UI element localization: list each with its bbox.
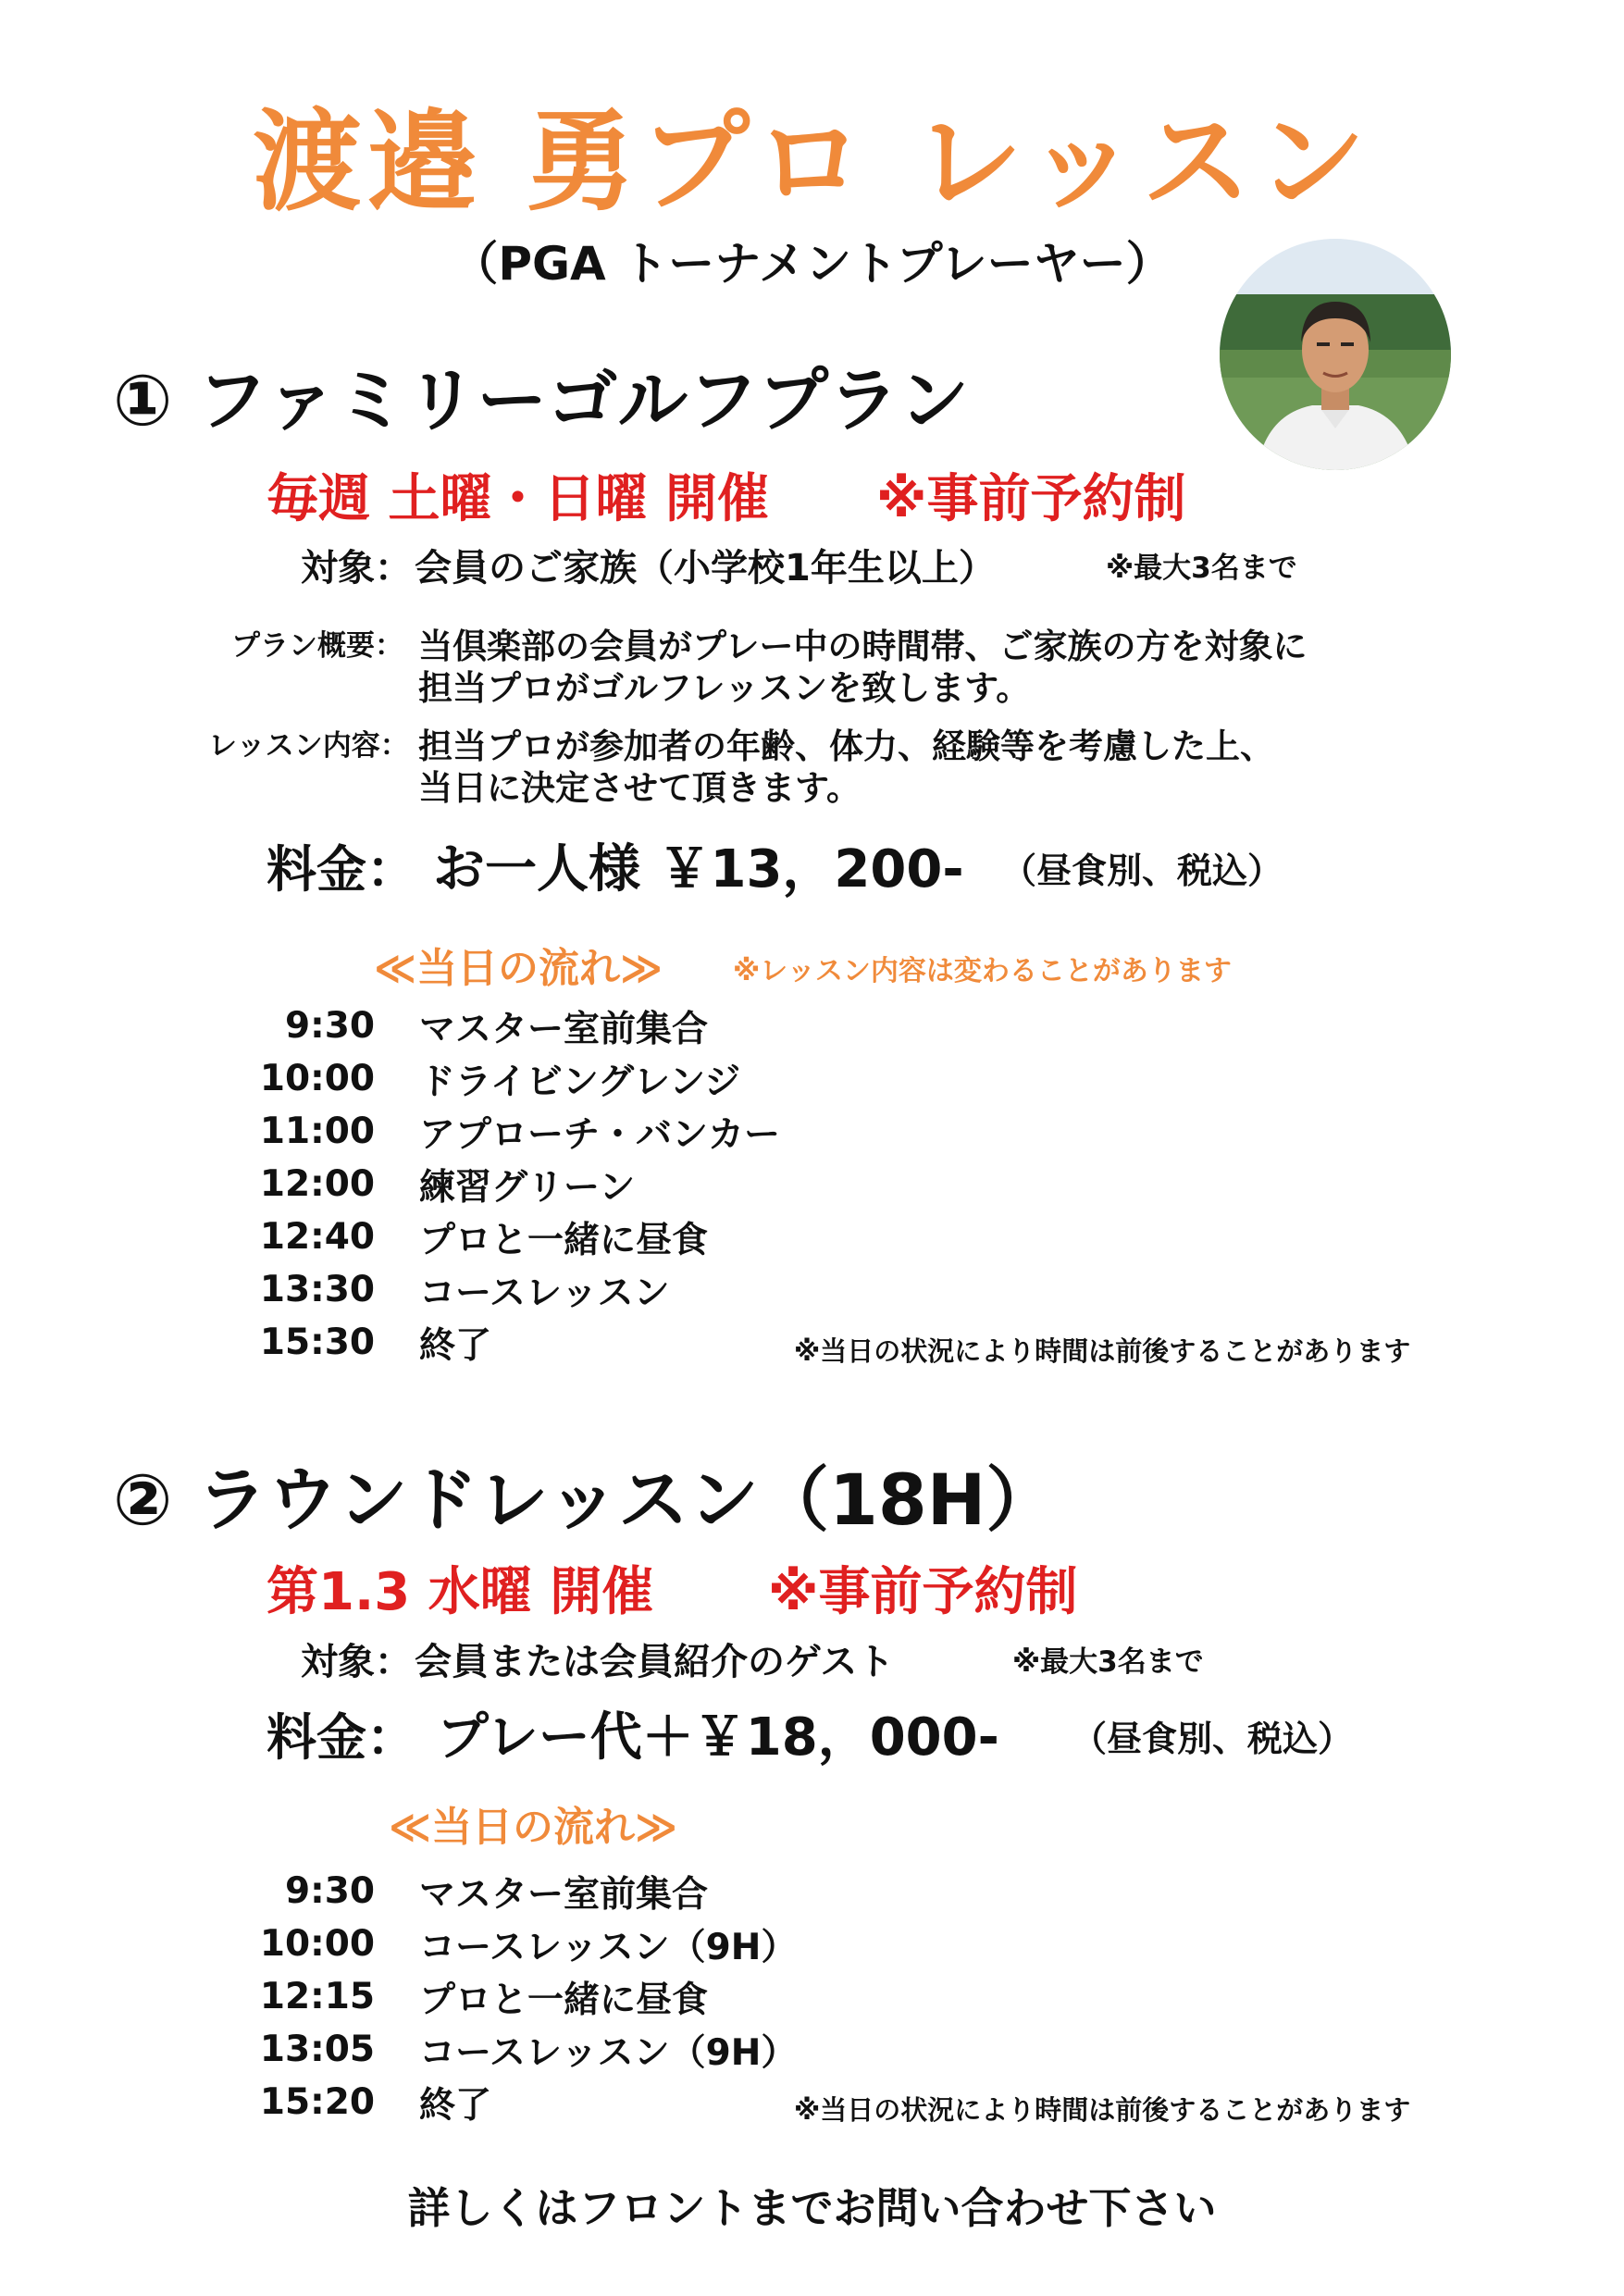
list-item	[259, 1316, 780, 1369]
plan1-reservation: ※事前予約制	[876, 469, 1186, 529]
schedule-time: 13:05	[259, 2029, 375, 2070]
plan2-fee-label: 料金：	[267, 1708, 416, 1767]
list-item	[259, 1052, 780, 1105]
list-item	[259, 1865, 797, 1917]
pro-portrait-icon	[1220, 239, 1451, 470]
plan1-content-line2: 当日に決定させて頂きます。	[418, 768, 862, 808]
schedule-activity: 終了	[419, 1324, 492, 1367]
list-item	[259, 1917, 797, 1970]
schedule-time: 12:00	[259, 1163, 375, 1205]
schedule-time: 15:20	[259, 2081, 375, 2123]
schedule-time: 10:00	[259, 1923, 375, 1965]
plan2-flow-title: ≪当日の流れ≫	[389, 1804, 678, 1851]
footer-contact: 詳しくはフロントまでお問い合わせ下さい	[407, 2183, 1217, 2233]
plan1-content-line1: 担当プロが参加者の年齢、体力、経験等を考慮した上、	[418, 726, 1274, 766]
schedule-activity: コースレッスン	[419, 1272, 670, 1314]
list-item	[259, 1970, 797, 2023]
plan1-flow-title: ≪当日の流れ≫	[374, 945, 663, 992]
plan1-fee-label: 料金：	[267, 840, 416, 899]
schedule-time: 9:30	[284, 1005, 375, 1047]
plan2-fee-value: プレー代＋￥18，000-	[437, 1707, 999, 1768]
schedule-activity: マスター室前集合	[419, 1873, 709, 1916]
list-item	[259, 2076, 797, 2128]
plan2-target-value: 会員または会員紹介のゲスト	[415, 1641, 895, 1683]
plan2-time-note: ※当日の状況により時間は前後することがあります	[794, 2094, 1411, 2126]
schedule-activity: プロと一緒に昼食	[419, 1219, 709, 1261]
schedule-activity: コースレッスン（9H）	[419, 1926, 798, 1968]
schedule-time: 13:30	[259, 1269, 375, 1310]
schedule-time: 10:00	[259, 1058, 375, 1099]
plan1-heading: ① ファミリーゴルフプラン	[113, 359, 970, 441]
schedule-activity: 終了	[419, 2084, 492, 2127]
schedule-time: 15:30	[259, 1322, 375, 1363]
list-item	[259, 1105, 780, 1158]
plan2-schedule	[259, 1865, 797, 2128]
plan1-max-people: ※最大3名まで	[1106, 552, 1297, 585]
schedule-activity: ドライビングレンジ	[419, 1061, 741, 1103]
list-item	[259, 1210, 780, 1263]
list-item	[259, 1263, 780, 1316]
plan1-overview-label: プラン概要：	[231, 629, 403, 663]
schedule-activity: 練習グリーン	[419, 1166, 636, 1209]
plan1-overview-line2: 担当プロがゴルフレッスンを致します。	[418, 668, 1031, 708]
schedule-time: 12:15	[259, 1976, 375, 2017]
plan2-reservation: ※事前予約制	[768, 1562, 1078, 1622]
plan1-schedule-day: 毎週 土曜・日曜 開催	[267, 469, 769, 529]
plan1-schedule	[259, 999, 780, 1369]
plan1-fee-note: （昼食別、税込）	[1001, 850, 1283, 891]
page-title: 渡邉 勇プロ レッスン	[253, 98, 1371, 226]
plan2-schedule-day: 第1.3 水曜 開催	[267, 1562, 654, 1622]
schedule-activity: コースレッスン（9H）	[419, 2031, 798, 2074]
list-item	[259, 1158, 780, 1210]
schedule-activity: プロと一緒に昼食	[419, 1979, 709, 2021]
plan2-fee-note: （昼食別、税込）	[1072, 1719, 1354, 1759]
page-subtitle: （PGA トーナメントプレーヤー）	[452, 237, 1172, 291]
list-item	[259, 2023, 797, 2076]
plan1-target-value: 会員のご家族（小学校1年生以上）	[415, 547, 996, 590]
plan1-content-label: レッスン内容：	[208, 729, 409, 763]
plan1-flow-note: ※レッスン内容は変わることがあります	[733, 955, 1232, 987]
plan2-max-people: ※最大3名まで	[1012, 1645, 1204, 1679]
plan2-heading: ② ラウンドレッスン（18H）	[113, 1458, 1057, 1541]
schedule-activity: マスター室前集合	[419, 1008, 709, 1050]
schedule-time: 9:30	[284, 1870, 375, 1912]
schedule-time: 11:00	[259, 1111, 375, 1152]
plan1-overview-line1: 当倶楽部の会員がプレー中の時間帯、ご家族の方を対象に	[418, 627, 1308, 666]
plan1-fee-value: お一人様 ￥13，200-	[433, 839, 964, 900]
plan1-time-note: ※当日の状況により時間は前後することがあります	[794, 1335, 1411, 1367]
plan2-target-label: 対象：	[301, 1641, 412, 1683]
list-item	[259, 999, 780, 1052]
plan1-target-label: 対象：	[301, 547, 412, 590]
schedule-activity: アプローチ・バンカー	[419, 1113, 781, 1156]
schedule-time: 12:40	[259, 1216, 375, 1258]
